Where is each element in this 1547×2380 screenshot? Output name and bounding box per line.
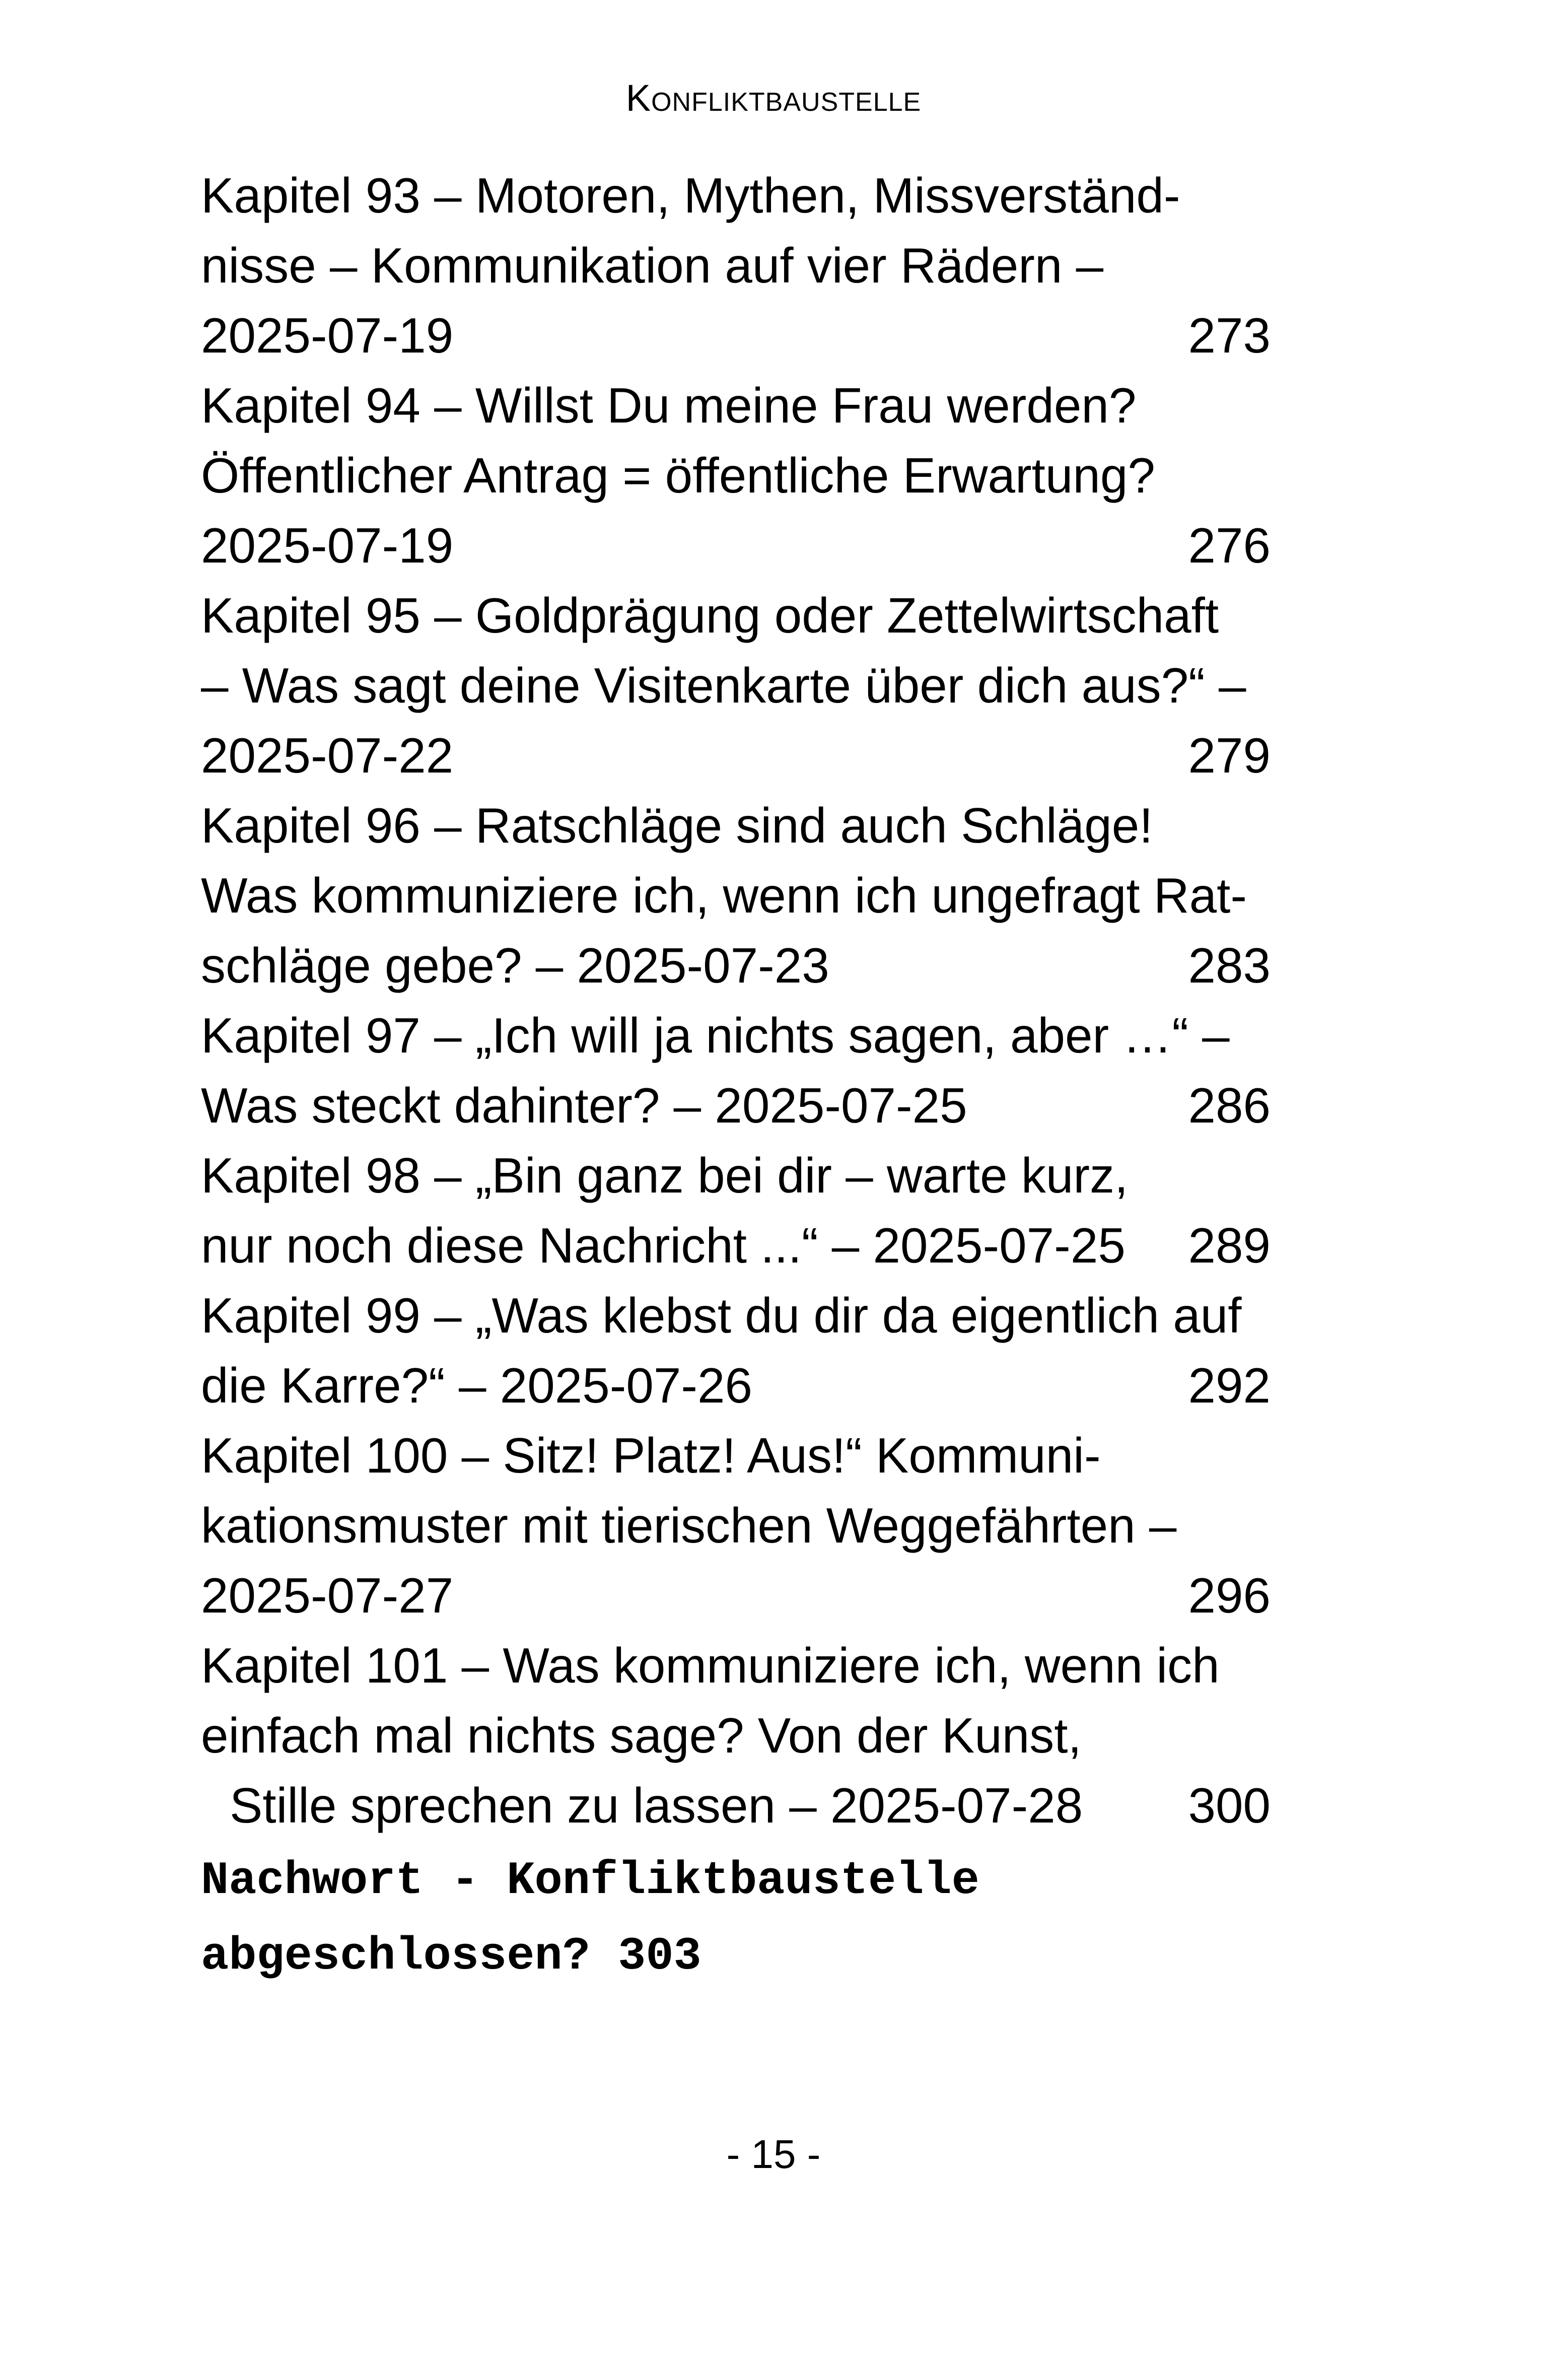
toc-page-number: 289 [1188,1218,1271,1273]
toc-page-number: 300 [1188,1778,1271,1833]
toc-line-text: nisse – Kommunikation auf vier Rädern – [201,238,1104,293]
toc-line [201,931,1271,1001]
toc-line [201,1211,1271,1281]
toc-line-text: Kapitel 100 – Sitz! Platz! Aus!“ Kommuni- [201,1428,1101,1483]
toc-line [201,1351,1271,1421]
toc-line [201,1281,1271,1351]
toc-line [201,1561,1271,1631]
toc-page-number: 279 [1188,728,1271,783]
toc-line-text: Was kommuniziere ich, wenn ich ungefragt Rat- [201,868,1247,923]
toc-line [201,721,1271,791]
toc-line-text: nur noch diese Nachricht ...“ – 2025-07-25 [201,1218,1126,1273]
toc-line-text: Kapitel 97 – „Ich will ja nichts sagen, aber …“ – [201,1008,1230,1063]
toc-line-text: Was steckt dahinter? – 2025-07-25 [201,1078,967,1133]
toc-line [201,161,1271,231]
toc-line-text: Kapitel 94 – Willst Du meine Frau werden? [201,378,1137,433]
toc-page-number: 292 [1188,1358,1271,1413]
toc-line-text: die Karre?“ – 2025-07-26 [201,1358,753,1413]
toc-line-text: kationsmuster mit tierischen Weggefährten – [201,1498,1177,1553]
toc-line [201,1631,1271,1701]
toc-line [201,231,1271,301]
toc-line-text: 2025-07-19 [201,518,454,573]
toc-page-number: 283 [1188,938,1271,993]
toc-line [201,441,1271,511]
toc-line-text: Kapitel 98 – „Bin ganz bei dir – warte kurz, [201,1148,1129,1203]
toc-line-text: Kapitel 99 – „Was klebst du dir da eigentlich auf [201,1288,1242,1343]
running-head: Konfliktbaustelle [625,77,922,119]
toc-line [201,581,1271,651]
toc-line-text: schläge gebe? – 2025-07-23 [201,938,829,993]
toc-line-text: 2025-07-22 [201,728,454,783]
toc-line-text: Kapitel 95 – Goldprägung oder Zettelwirtschaft [201,588,1219,643]
toc-line [201,1771,1271,1841]
toc-line [201,1001,1271,1071]
toc-page-number: 286 [1188,1078,1271,1133]
toc-line [201,651,1271,721]
toc-line-text: einfach mal nichts sage? Von der Kunst, [201,1708,1082,1763]
toc-line-text: 2025-07-19 [201,308,454,363]
toc-page-number: 276 [1188,518,1271,573]
toc-line-text: Kapitel 93 – Motoren, Mythen, Missverständ- [201,168,1180,223]
toc-line [201,301,1271,371]
toc-page-number: 296 [1188,1568,1271,1623]
toc-line [201,511,1271,581]
toc-line-text: Stille sprechen zu lassen – 2025-07-28 [230,1778,1083,1833]
toc-line [201,861,1271,931]
toc-page-number: 273 [1188,308,1271,363]
toc-line [201,1421,1271,1491]
toc-line-text: 2025-07-27 [201,1568,454,1623]
page-number: - 15 - [726,2132,821,2177]
toc-line [201,1071,1271,1141]
toc-line-text: Öffentlicher Antrag = öffentliche Erwartung? [201,448,1155,503]
toc-line-text: – Was sagt deine Visitenkarte über dich aus?“ – [201,658,1246,713]
epilogue-entry [201,1843,1359,1994]
toc-line [201,791,1271,861]
table-of-contents [201,161,1271,1841]
epilogue-line-2: abgeschlossen? 303 [201,1930,701,1983]
toc-line [201,1701,1271,1771]
toc-line [201,1491,1271,1561]
toc-line [201,371,1271,441]
toc-line [201,1141,1271,1211]
toc-line-text: Kapitel 101 – Was kommuniziere ich, wenn ich [201,1638,1220,1693]
toc-line-text: Kapitel 96 – Ratschläge sind auch Schläge! [201,798,1153,853]
epilogue-line-1: Nachwort - Konfliktbaustelle [201,1854,979,1907]
